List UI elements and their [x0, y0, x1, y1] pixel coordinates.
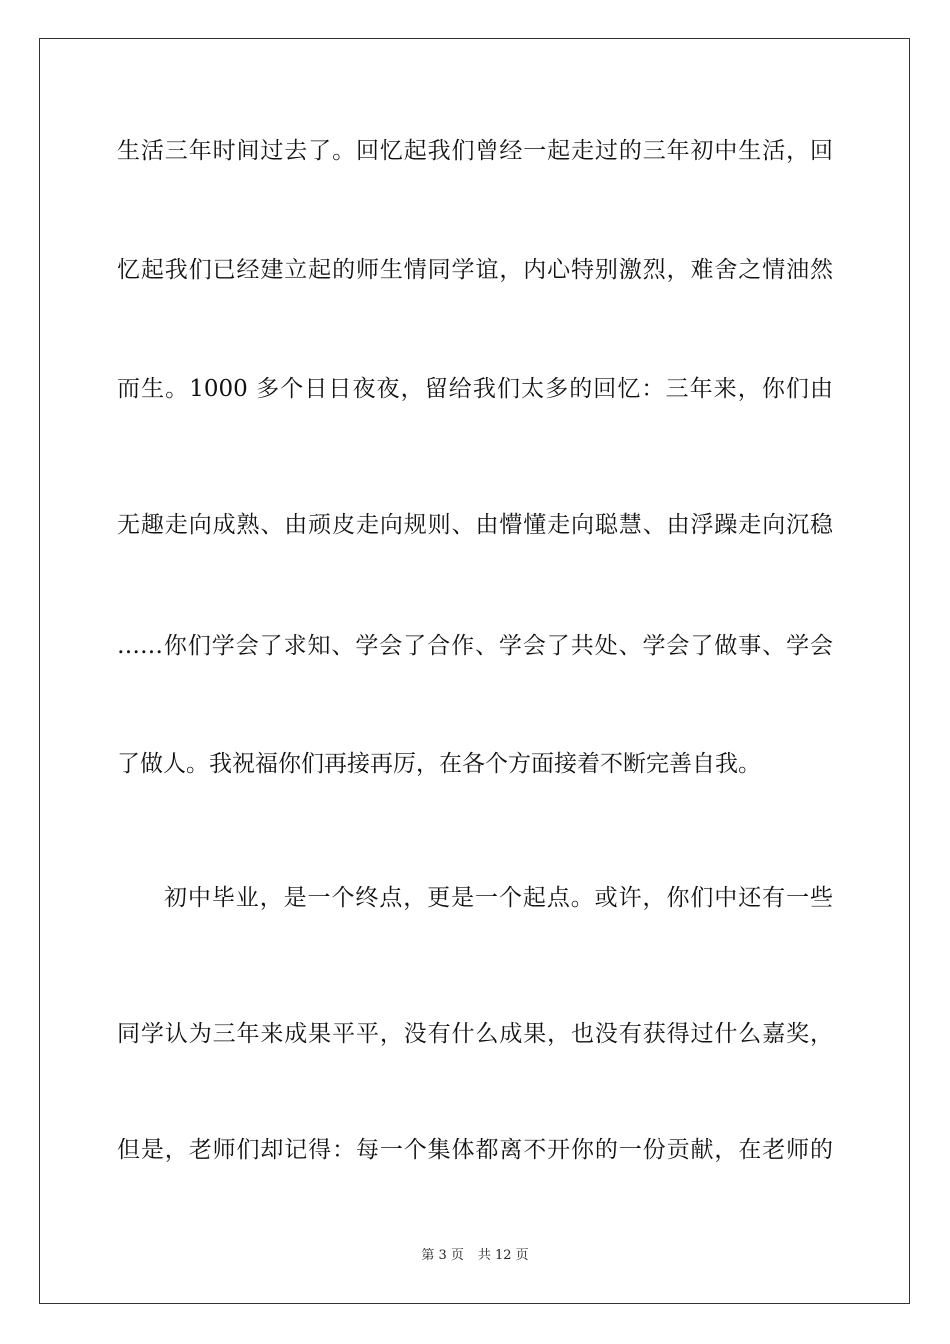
text-line-5: ……你们学会了求知、学会了合作、学会了共处、学会了做事、学会	[117, 633, 833, 659]
page-total: 共 12 页	[477, 1248, 529, 1263]
text-line-1: 生活三年时间过去了。回忆起我们曾经一起走过的三年初中生活，回	[117, 138, 833, 164]
text-line-3: 而生。1000 多个日日夜夜，留给我们太多的回忆：三年来，你们由	[117, 376, 833, 402]
text-line-9: 但是，老师们却记得：每一个集体都离不开你的一份贡献，在老师的	[117, 1137, 833, 1163]
page-frame	[39, 38, 910, 1304]
text-line-6: 了做人。我祝福你们再接再厉，在各个方面接着不断完善自我。	[117, 751, 761, 777]
page-number: 第 3 页	[421, 1248, 464, 1263]
text-line-8: 同学认为三年来成果平平，没有什么成果，也没有获得过什么嘉奖，	[117, 1021, 833, 1047]
page-footer	[0, 1247, 950, 1265]
text-line-4: 无趣走向成熟、由顽皮走向规则、由懵懂走向聪慧、由浮躁走向沉稳	[117, 512, 833, 538]
paragraph-start-line: 初中毕业，是一个终点，更是一个起点。或许，你们中还有一些	[164, 885, 833, 911]
text-line-2: 忆起我们已经建立起的师生情同学谊，内心特别激烈，难舍之情油然	[117, 257, 833, 283]
